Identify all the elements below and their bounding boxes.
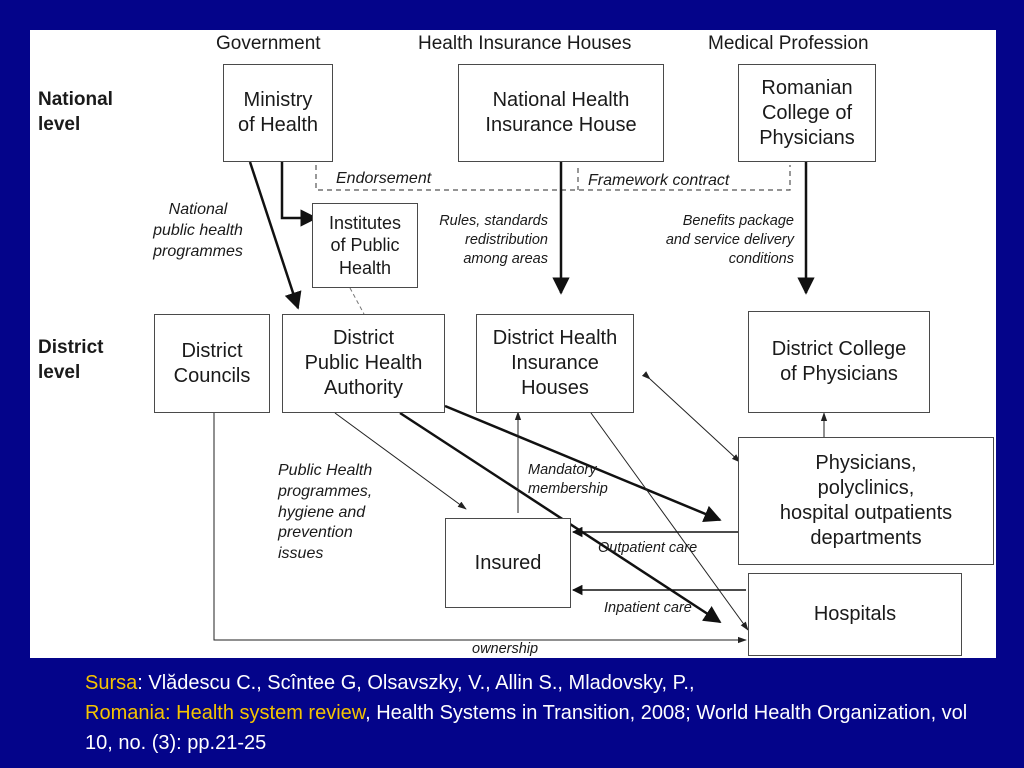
physicians-polyclinics-box: Physicians, polyclinics, hospital outpatients departments [738, 437, 994, 565]
public-health-programmes-label: Public Health programmes, hygiene and prevention issues [278, 462, 373, 563]
district-health-insurance-houses-box: District Health Insurance Houses [476, 314, 634, 413]
dhih-physicians-double-arrow [650, 379, 740, 462]
institutes-of-public-health-box: Institutes of Public Health [312, 203, 418, 288]
mandatory-membership-label: Mandatory membership [528, 462, 608, 497]
citation-rest: , Health Systems in Transition, 2008; World Health Organization, vol 10, no. (3): pp.21-25 [85, 702, 968, 754]
district-college-of-physicians-box: District College of Physicians [748, 311, 930, 413]
inpatient-care-label: Inpatient care [604, 600, 692, 616]
citation-authors: : Vlădescu C., Scîntee G, Olsavszky, V., Allin S., Mladovsky, P., [137, 672, 695, 694]
header-government: Government [216, 33, 321, 54]
national-health-insurance-house-box: National Health Insurance House [458, 64, 664, 162]
outpatient-care-label: Outpatient care [598, 540, 698, 556]
national-public-health-programmes-label: National public health programmes [153, 201, 243, 260]
iph-to-dpha-dashed [350, 288, 364, 314]
benefits-package-label: Benefits package and service delivery conditions [665, 213, 794, 267]
ministry-to-iph-arrow [282, 162, 316, 218]
dhih-hospitals-double-arrow [591, 413, 748, 630]
citation-sursa: Sursa [85, 672, 138, 694]
rules-standards-label: Rules, standards redistribution among areas [439, 213, 548, 267]
national-level-label: National level [38, 89, 113, 135]
district-public-health-authority-box: District Public Health Authority [282, 314, 445, 413]
district-level-label: District level [38, 337, 104, 383]
citation-title: Romania: Health system review [85, 702, 366, 724]
header-health-insurance-houses: Health Insurance Houses [418, 33, 632, 54]
endorsement-label: Endorsement [336, 170, 432, 187]
district-councils-box: District Councils [154, 314, 270, 413]
ownership-label: ownership [472, 641, 539, 657]
hospitals-box: Hospitals [748, 573, 962, 656]
diagram-panel [30, 30, 996, 658]
romanian-college-of-physicians-box: Romanian College of Physicians [738, 64, 876, 162]
header-medical-profession: Medical Profession [708, 33, 869, 54]
insured-box: Insured [445, 518, 571, 608]
source-citation [85, 668, 985, 758]
framework-contract-label: Framework contract [588, 172, 730, 189]
ministry-of-health-box: Ministry of Health [223, 64, 333, 162]
